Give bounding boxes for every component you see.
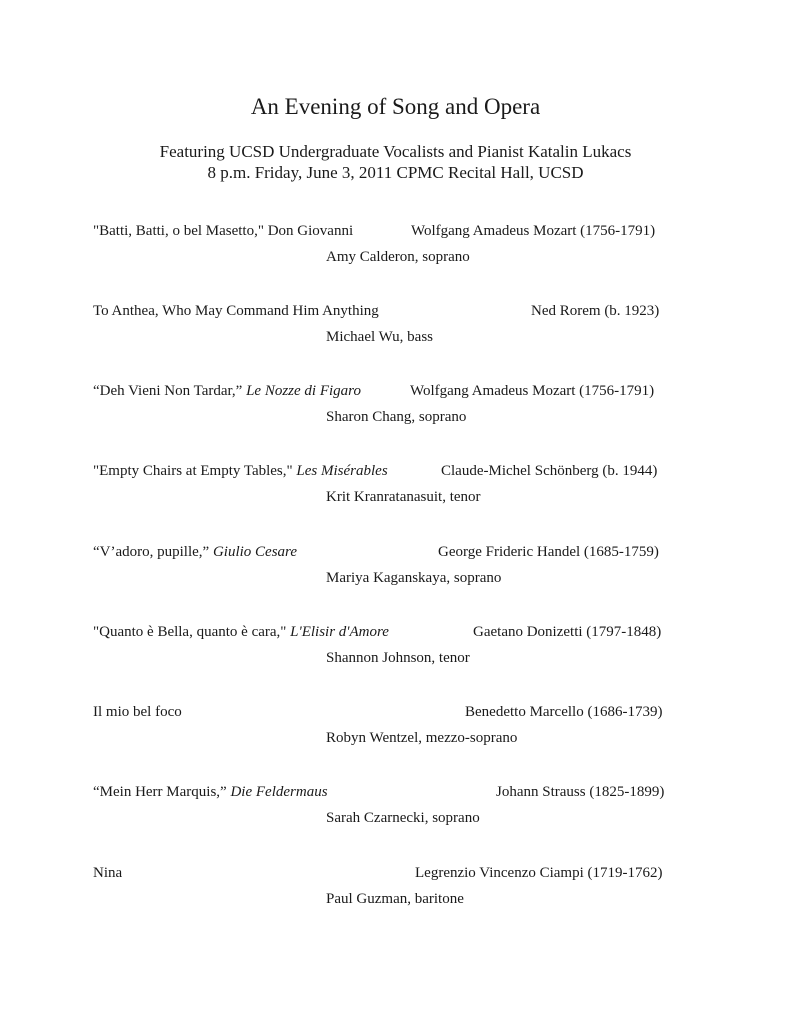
composer: Johann Strauss (1825-1899) (496, 784, 665, 800)
song-title: Nina (93, 865, 123, 881)
song-title: To Anthea, Who May Command Him Anything (93, 303, 379, 319)
performer: Sarah Czarnecki, soprano (326, 810, 480, 826)
program-item (0, 703, 791, 753)
program-item (0, 783, 791, 833)
composer: Claude-Michel Schönberg (b. 1944) (441, 463, 658, 479)
performer: Mariya Kaganskaya, soprano (326, 570, 502, 586)
program-item (0, 302, 791, 352)
performer: Robyn Wentzel, mezzo-soprano (326, 730, 518, 746)
composer: Gaetano Donizetti (1797-1848) (473, 624, 662, 640)
program-item (0, 382, 791, 432)
performer: Amy Calderon, soprano (326, 249, 470, 265)
composer: Ned Rorem (b. 1923) (531, 303, 660, 319)
song-title: “V’adoro, pupille,” Giulio Cesare (93, 544, 297, 560)
composer: Wolfgang Amadeus Mozart (1756-1791) (410, 383, 655, 399)
program-item (0, 222, 791, 272)
subtitle-performers: Featuring UCSD Undergraduate Vocalists and Pianist Katalin Lukacs (159, 142, 632, 161)
subtitle-date-venue: 8 p.m. Friday, June 3, 2011 CPMC Recital Hall, UCSD (207, 163, 584, 182)
song-title: "Quanto è Bella, quanto è cara," L'Elisir d'Amore (93, 624, 389, 640)
performer: Krit Kranratanasuit, tenor (326, 489, 481, 505)
composer: Benedetto Marcello (1686-1739) (465, 704, 663, 720)
performer: Shannon Johnson, tenor (326, 650, 470, 666)
song-title: "Empty Chairs at Empty Tables," Les Misérables (93, 463, 388, 479)
performer: Sharon Chang, soprano (326, 409, 467, 425)
program-item (0, 623, 791, 673)
composer: Wolfgang Amadeus Mozart (1756-1791) (411, 223, 656, 239)
composer: Legrenzio Vincenzo Ciampi (1719-1762) (415, 865, 663, 881)
program-item (0, 864, 791, 914)
program-item (0, 462, 791, 512)
composer: George Frideric Handel (1685-1759) (438, 544, 659, 560)
performer: Michael Wu, bass (326, 329, 434, 345)
page-title: An Evening of Song and Opera (250, 94, 541, 119)
performer: Paul Guzman, baritone (326, 891, 464, 907)
program-item (0, 543, 791, 593)
song-title: Il mio bel foco (93, 704, 182, 720)
song-title: "Batti, Batti, o bel Masetto," Don Giovanni (93, 223, 354, 239)
song-title: “Mein Herr Marquis,” Die Feldermaus (93, 784, 328, 800)
song-title: “Deh Vieni Non Tardar,” Le Nozze di Figaro (93, 383, 361, 399)
